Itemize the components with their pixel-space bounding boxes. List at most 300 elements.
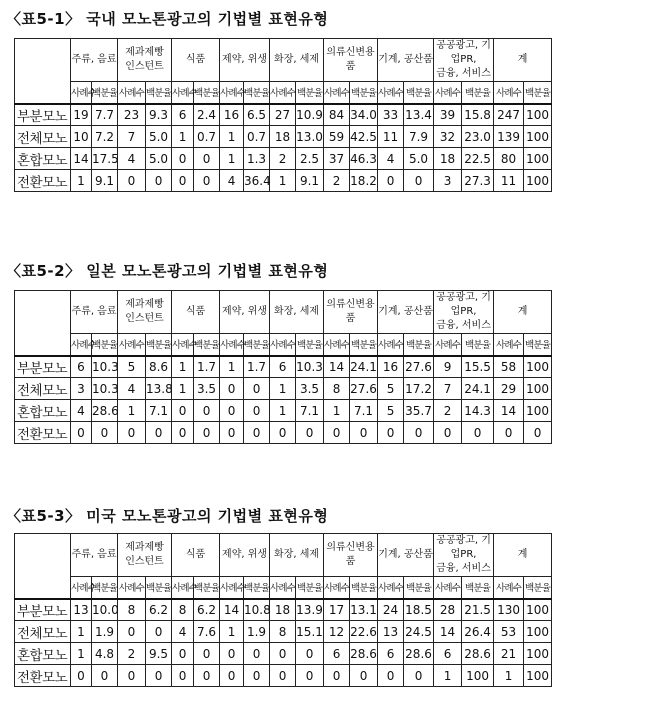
count-cell: 0 [220,422,244,444]
count-cell: 8 [324,378,350,400]
count-cell: 1 [434,665,462,687]
count-cell: 58 [494,356,524,378]
percent-cell: 24.1 [462,378,494,400]
count-cell: 0 [71,422,92,444]
row-label: 부분모노 [15,104,71,126]
count-cell: 4 [118,148,146,170]
percent-cell: 10.3 [92,378,118,400]
row-label: 부분모노 [15,599,71,621]
percent-cell: 100 [524,599,552,621]
count-cell: 16 [378,356,404,378]
table-caption: 〈표5-1〉 국내 모노톤광고의 기법별 표현유형 [6,10,329,28]
percent-header: 백분율 [146,82,172,104]
category-header-row [15,39,552,82]
table-row [15,356,552,378]
percent-cell: 13.1 [350,599,378,621]
count-cell: 0 [118,665,146,687]
category-header: 식품 [172,291,220,334]
count-header: 사례수 [270,334,296,356]
count-cell: 0 [494,422,524,444]
row-label: 부분모노 [15,356,71,378]
percent-cell: 27.6 [404,356,434,378]
percent-cell: 15.1 [296,621,324,643]
count-cell: 0 [378,665,404,687]
percent-cell: 0 [296,665,324,687]
count-cell: 24 [378,599,404,621]
count-cell: 1 [118,400,146,422]
percent-header: 백분율 [404,82,434,104]
category-header: 기계, 공산품 [378,534,434,577]
percent-cell: 6.5 [244,104,270,126]
count-cell: 3 [434,170,462,192]
percent-cell: 0 [404,665,434,687]
percent-cell: 28.6 [350,643,378,665]
count-cell: 2 [434,400,462,422]
count-cell: 0 [220,400,244,422]
count-cell: 6 [434,643,462,665]
table-row [15,643,552,665]
data-table-korea [14,38,552,192]
percent-cell: 0 [244,422,270,444]
table-caption: 〈표5-2〉 일본 모노톤광고의 기법별 표현유형 [6,262,329,280]
percent-header: 백분율 [194,334,220,356]
count-cell: 4 [220,170,244,192]
percent-cell: 22.6 [350,621,378,643]
row-label: 혼합모노 [15,148,71,170]
category-header: 식품 [172,534,220,577]
percent-cell: 15.5 [462,356,494,378]
percent-cell: 1.3 [244,148,270,170]
percent-cell: 7.6 [194,621,220,643]
percent-cell: 7.1 [350,400,378,422]
percent-cell: 0 [194,422,220,444]
percent-header: 백분율 [462,82,494,104]
count-cell: 0 [118,422,146,444]
percent-cell: 28.6 [404,643,434,665]
count-cell: 14 [220,599,244,621]
count-cell: 14 [434,621,462,643]
count-cell: 0 [434,422,462,444]
percent-cell: 10.9 [296,104,324,126]
count-cell: 0 [118,170,146,192]
percent-header: 백분율 [146,577,172,599]
table-caption: 〈표5-3〉 미국 모노톤광고의 기법별 표현유형 [6,507,329,525]
category-header: 공공광고, 기업PR, 금융, 서비스 [434,291,494,334]
count-cell: 0 [270,665,296,687]
percent-cell: 100 [524,126,552,148]
percent-cell: 0 [146,621,172,643]
percent-cell: 2.4 [194,104,220,126]
percent-cell: 100 [524,104,552,126]
count-cell: 1 [71,621,92,643]
corner-cell [15,39,71,104]
count-cell: 13 [71,599,92,621]
count-cell: 0 [378,170,404,192]
category-header: 의류신변용품 [324,534,378,577]
percent-header: 백분율 [194,82,220,104]
row-label: 혼합모노 [15,643,71,665]
percent-cell: 24.5 [404,621,434,643]
count-header: 사례수 [118,82,146,104]
percent-header: 백분율 [404,577,434,599]
count-cell: 5 [118,356,146,378]
percent-cell: 18.5 [404,599,434,621]
category-header: 기계, 공산품 [378,39,434,82]
percent-cell: 100 [524,665,552,687]
count-cell: 18 [434,148,462,170]
percent-cell: 0 [404,170,434,192]
category-header: 계 [494,39,552,82]
count-header: 사례수 [220,577,244,599]
category-header: 제과제빵 인스턴트 [118,534,172,577]
count-header: 사례수 [118,577,146,599]
count-cell: 1 [270,400,296,422]
count-header: 사례수 [434,82,462,104]
percent-header: 백분율 [350,577,378,599]
count-cell: 5 [378,378,404,400]
count-cell: 12 [324,621,350,643]
percent-header: 백분율 [462,577,494,599]
percent-cell: 1.9 [244,621,270,643]
row-label: 전환모노 [15,422,71,444]
percent-cell: 0 [296,422,324,444]
count-header: 사례수 [378,82,404,104]
percent-header: 백분율 [350,334,378,356]
count-cell: 1 [494,665,524,687]
category-header: 주류, 음료 [71,291,118,334]
percent-cell: 28.6 [92,400,118,422]
count-cell: 11 [494,170,524,192]
category-header: 제약, 위생 [220,534,270,577]
percent-cell: 15.8 [462,104,494,126]
category-header: 공공광고, 기업PR, 금융, 서비스 [434,534,494,577]
count-cell: 0 [220,378,244,400]
percent-header: 백분율 [524,82,552,104]
percent-cell: 17.2 [404,378,434,400]
percent-cell: 10.8 [244,599,270,621]
percent-cell: 0 [524,422,552,444]
percent-cell: 5.0 [146,126,172,148]
count-cell: 33 [378,104,404,126]
count-cell: 1 [270,378,296,400]
count-cell: 11 [378,126,404,148]
count-cell: 130 [494,599,524,621]
sub-header-row [15,82,552,104]
percent-cell: 9.1 [296,170,324,192]
percent-cell: 13.0 [296,126,324,148]
percent-cell: 9.5 [146,643,172,665]
percent-cell: 13.4 [404,104,434,126]
count-cell: 23 [118,104,146,126]
count-cell: 6 [172,104,194,126]
count-cell: 139 [494,126,524,148]
percent-cell: 13.8 [146,378,172,400]
count-cell: 0 [220,643,244,665]
percent-cell: 0 [92,422,118,444]
category-header: 화장, 세제 [270,39,324,82]
percent-cell: 3.5 [194,378,220,400]
percent-cell: 24.1 [350,356,378,378]
count-cell: 6 [324,643,350,665]
percent-cell: 14.3 [462,400,494,422]
percent-cell: 0 [194,665,220,687]
count-cell: 0 [172,400,194,422]
category-header: 제과제빵 인스턴트 [118,39,172,82]
count-cell: 6 [270,356,296,378]
table-row [15,104,552,126]
percent-cell: 7.9 [404,126,434,148]
percent-cell: 35.7 [404,400,434,422]
category-header: 기계, 공산품 [378,291,434,334]
category-header: 계 [494,291,552,334]
count-cell: 7 [434,378,462,400]
percent-header: 백분율 [244,334,270,356]
row-label: 전환모노 [15,170,71,192]
percent-cell: 100 [524,621,552,643]
percent-cell: 0 [194,170,220,192]
percent-cell: 0 [146,422,172,444]
count-cell: 8 [118,599,146,621]
count-cell: 32 [434,126,462,148]
count-cell: 59 [324,126,350,148]
percent-header: 백분율 [92,334,118,356]
count-cell: 18 [270,126,296,148]
category-header: 제약, 위생 [220,39,270,82]
count-cell: 0 [172,665,194,687]
percent-header: 백분율 [146,334,172,356]
percent-cell: 0 [92,665,118,687]
percent-cell: 0 [194,148,220,170]
category-header: 의류신변용품 [324,39,378,82]
sub-header-row [15,577,552,599]
percent-cell: 4.8 [92,643,118,665]
count-cell: 4 [172,621,194,643]
count-header: 사례수 [494,577,524,599]
count-cell: 80 [494,148,524,170]
percent-cell: 28.6 [462,643,494,665]
percent-cell: 21.5 [462,599,494,621]
percent-cell: 7.1 [146,400,172,422]
count-cell: 0 [324,422,350,444]
count-cell: 1 [71,643,92,665]
percent-cell: 3.5 [296,378,324,400]
percent-cell: 1.7 [244,356,270,378]
sub-header-row [15,334,552,356]
category-header-row [15,291,552,334]
percent-header: 백분율 [194,577,220,599]
percent-header: 백분율 [524,577,552,599]
count-cell: 0 [220,665,244,687]
count-cell: 2 [118,643,146,665]
category-header: 주류, 음료 [71,534,118,577]
percent-cell: 10.3 [296,356,324,378]
percent-cell: 5.0 [146,148,172,170]
percent-cell: 0 [244,665,270,687]
percent-cell: 0 [296,643,324,665]
count-header: 사례수 [378,334,404,356]
percent-cell: 13.9 [296,599,324,621]
count-cell: 14 [324,356,350,378]
percent-cell: 0 [146,170,172,192]
data-table-japan [14,290,552,444]
percent-cell: 7.7 [92,104,118,126]
count-cell: 5 [378,400,404,422]
percent-cell: 7.2 [92,126,118,148]
count-header: 사례수 [220,82,244,104]
count-header: 사례수 [71,334,92,356]
count-header: 사례수 [324,334,350,356]
percent-header: 백분율 [92,577,118,599]
count-cell: 0 [324,665,350,687]
percent-cell: 100 [524,378,552,400]
count-cell: 10 [71,126,92,148]
count-cell: 4 [71,400,92,422]
percent-cell: 100 [524,400,552,422]
percent-cell: 100 [462,665,494,687]
count-cell: 27 [270,104,296,126]
percent-header: 백분율 [244,82,270,104]
table-row [15,170,552,192]
percent-cell: 42.5 [350,126,378,148]
category-header: 계 [494,534,552,577]
percent-header: 백분율 [92,82,118,104]
category-header: 공공광고, 기업PR, 금융, 서비스 [434,39,494,82]
corner-cell [15,534,71,599]
percent-cell: 0 [244,378,270,400]
percent-cell: 0 [194,400,220,422]
percent-cell: 0 [194,643,220,665]
table-row [15,378,552,400]
category-header-row [15,534,552,577]
count-header: 사례수 [434,577,462,599]
percent-cell: 36.4 [244,170,270,192]
percent-cell: 100 [524,356,552,378]
percent-cell: 0 [244,643,270,665]
count-cell: 1 [220,148,244,170]
percent-cell: 0 [146,665,172,687]
percent-cell: 100 [524,170,552,192]
percent-header: 백분율 [524,334,552,356]
count-cell: 9 [434,356,462,378]
count-cell: 2 [324,170,350,192]
row-label: 혼합모노 [15,400,71,422]
percent-cell: 18.2 [350,170,378,192]
count-cell: 53 [494,621,524,643]
table-row [15,422,552,444]
count-cell: 8 [270,621,296,643]
percent-cell: 6.2 [146,599,172,621]
percent-header: 백분율 [244,577,270,599]
count-cell: 6 [71,356,92,378]
percent-cell: 6.2 [194,599,220,621]
table-row [15,400,552,422]
count-header: 사례수 [494,334,524,356]
percent-cell: 0 [404,422,434,444]
count-cell: 0 [270,422,296,444]
percent-cell: 0 [462,422,494,444]
count-cell: 17 [324,599,350,621]
row-label: 전체모노 [15,378,71,400]
row-label: 전환모노 [15,665,71,687]
count-cell: 14 [71,148,92,170]
count-cell: 1 [220,356,244,378]
percent-cell: 10.0 [92,599,118,621]
count-cell: 13 [378,621,404,643]
category-header: 주류, 음료 [71,39,118,82]
percent-cell: 22.5 [462,148,494,170]
percent-cell: 1.9 [92,621,118,643]
percent-cell: 7.1 [296,400,324,422]
data-table-usa [14,533,552,687]
corner-cell [15,291,71,356]
count-header: 사례수 [172,577,194,599]
percent-header: 백분율 [296,334,324,356]
count-cell: 37 [324,148,350,170]
category-header: 화장, 세제 [270,291,324,334]
percent-cell: 8.6 [146,356,172,378]
count-cell: 19 [71,104,92,126]
count-cell: 0 [172,148,194,170]
count-cell: 2 [270,148,296,170]
count-cell: 0 [172,643,194,665]
percent-cell: 0 [350,422,378,444]
count-cell: 1 [220,126,244,148]
count-header: 사례수 [71,577,92,599]
percent-cell: 2.5 [296,148,324,170]
percent-header: 백분율 [296,577,324,599]
percent-cell: 0.7 [244,126,270,148]
count-cell: 39 [434,104,462,126]
count-header: 사례수 [270,577,296,599]
percent-cell: 1.7 [194,356,220,378]
percent-cell: 27.6 [350,378,378,400]
count-header: 사례수 [172,334,194,356]
count-cell: 14 [494,400,524,422]
count-cell: 8 [172,599,194,621]
percent-cell: 27.3 [462,170,494,192]
table-row [15,665,552,687]
count-cell: 0 [118,621,146,643]
count-header: 사례수 [434,334,462,356]
percent-cell: 46.3 [350,148,378,170]
percent-cell: 34.0 [350,104,378,126]
count-cell: 28 [434,599,462,621]
count-cell: 7 [118,126,146,148]
count-cell: 4 [378,148,404,170]
count-header: 사례수 [172,82,194,104]
row-label: 전체모노 [15,126,71,148]
percent-cell: 0 [244,400,270,422]
count-cell: 0 [270,643,296,665]
table-row [15,148,552,170]
count-cell: 16 [220,104,244,126]
percent-cell: 9.1 [92,170,118,192]
count-cell: 3 [71,378,92,400]
category-header: 제약, 위생 [220,291,270,334]
row-label: 전체모노 [15,621,71,643]
count-cell: 18 [270,599,296,621]
percent-header: 백분율 [462,334,494,356]
category-header: 의류신변용품 [324,291,378,334]
category-header: 화장, 세제 [270,534,324,577]
count-cell: 1 [324,400,350,422]
category-header: 식품 [172,39,220,82]
category-header: 제과제빵 인스턴트 [118,291,172,334]
count-cell: 0 [172,422,194,444]
count-cell: 0 [71,665,92,687]
count-cell: 4 [118,378,146,400]
count-cell: 1 [172,378,194,400]
